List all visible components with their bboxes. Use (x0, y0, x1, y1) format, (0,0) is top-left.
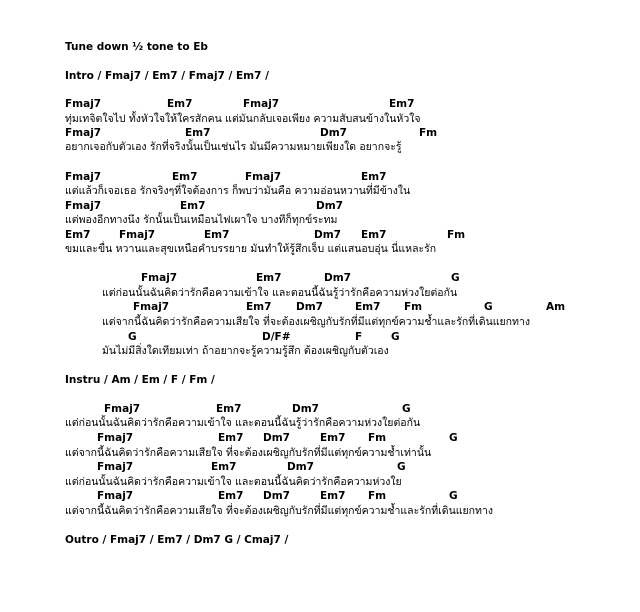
chord: Fm (447, 229, 466, 241)
chord: D/F# (262, 331, 291, 343)
chord: Em7 (389, 98, 415, 110)
chord: Fmaj7 (65, 127, 102, 139)
lyric-line: แต่จากนี้ฉันคิดว่ารักคือความเสียใจ ที่จะต้องเผชิญกับรักที่มีแต่ทุกข์ความช้ำและรักที่เดินแยกทาง (102, 316, 530, 328)
chord: G (451, 272, 460, 284)
chord: Fm (404, 301, 423, 313)
chord: Dm7 (287, 461, 314, 473)
chord: Fmaj7 (97, 461, 134, 473)
chord: Fmaj7 (141, 272, 178, 284)
lyric-line: ขมและขื่น หวานและสุขเหนือคำบรรยาย มันทำให้รู้สึกเจ็บ แต่แสนอบอุ่น นี่แหละรัก (65, 243, 437, 255)
lyric-line: แต่พองอีกทางนึง รักนั้นเป็นเหมือนไฟเผาใจ บางทีก็ทุกข์ระทม (65, 214, 338, 226)
lyric-line: อยากเจอกับตัวเอง รักที่จริงนั้นเป็นเช่นไร มันมีความหมายเพียงใด อยากจะรู้ (65, 141, 402, 153)
chord: Dm7 (314, 229, 341, 241)
instru-line: Instru / Am / Em / F / Fm / (65, 374, 215, 386)
chord: Fmaj7 (97, 490, 134, 502)
chord: Em7 (361, 171, 387, 183)
lyric-line: แต่จากนี้ฉันคิดว่ารักคือความเสียใจ ที่จะต้องเผชิญกับรักที่มีแต่ทุกข์ความช้ำเท่านั้น (65, 447, 432, 459)
chord: Fmaj7 (65, 200, 102, 212)
chord: Fm (419, 127, 438, 139)
intro-line: Intro / Fmaj7 / Em7 / Fmaj7 / Em7 / (65, 70, 269, 82)
outro-line: Outro / Fmaj7 / Em7 / Dm7 G / Cmaj7 / (65, 534, 289, 546)
chord: Dm7 (324, 272, 351, 284)
lyric-line: แต่ก่อนนั้นฉันคิดว่ารักคือความเข้าใจ และตอนนี้ฉันรู้ว่ารักคือความห่วงใยต่อกัน (102, 287, 458, 299)
chord: Dm7 (316, 200, 343, 212)
chord: Em7 (167, 98, 193, 110)
chord: Dm7 (263, 432, 290, 444)
chord: G (391, 331, 400, 343)
chord: Fmaj7 (243, 98, 280, 110)
chord: Em7 (218, 490, 244, 502)
chord: Em7 (65, 229, 91, 241)
chord: Dm7 (292, 403, 319, 415)
chord: Fm (368, 490, 387, 502)
chord: Em7 (185, 127, 211, 139)
lyric-line: แต่ก่อนนั้นฉันคิดว่ารักคือความเข้าใจ และตอนนี้ฉันรู้ว่ารักคือความห่วงใยต่อกัน (65, 417, 421, 429)
lyric-line: แต่ก่อนนั้นฉันคิดว่ารักคือความเข้าใจ และตอนนี้ฉันคิดว่ารักคือความห่วงใย (65, 476, 402, 488)
chord: Dm7 (296, 301, 323, 313)
chord: G (449, 432, 458, 444)
chord: Fmaj7 (133, 301, 170, 313)
chord: Em7 (246, 301, 272, 313)
chord: Em7 (204, 229, 230, 241)
chord: Fmaj7 (65, 98, 102, 110)
chord: F (355, 331, 363, 343)
chord: Fmaj7 (104, 403, 141, 415)
lyric-line: ทุ่มเทจิตใจไป ทั้งหัวใจให้ใครสักคน แต่มันกลับเจอเพียง ความสับสนข้างในหัวใจ (65, 113, 421, 125)
chord: Em7 (172, 171, 198, 183)
chord: G (128, 331, 137, 343)
chord: Em7 (211, 461, 237, 473)
chord: Em7 (180, 200, 206, 212)
chord: Em7 (320, 490, 346, 502)
chord: Am (546, 301, 566, 313)
chord: Em7 (218, 432, 244, 444)
chord: Dm7 (320, 127, 347, 139)
chord: Em7 (256, 272, 282, 284)
chord: G (484, 301, 493, 313)
chord: Em7 (355, 301, 381, 313)
chord: Fmaj7 (245, 171, 282, 183)
chord: G (397, 461, 406, 473)
tuning-note: Tune down ½ tone to Eb (65, 41, 208, 53)
chord: Fm (368, 432, 387, 444)
chord: G (402, 403, 411, 415)
lyric-line: มันไม่มีสิ่งใดเทียมเท่า ถ้าอยากจะรู้ความรู้สึก ต้องเผชิญกับตัวเอง (102, 345, 389, 357)
chord: G (449, 490, 458, 502)
lyric-line: แต่แล้วก็เจอเธอ รักจริงๆที่ใจต้องการ ก็พบว่ามันคือ ความอ่อนหวานที่มีข้างใน (65, 185, 411, 197)
chord: Fmaj7 (65, 171, 102, 183)
lyric-line: แต่จากนี้ฉันคิดว่ารักคือความเสียใจ ที่จะต้องเผชิญกับรักที่มีแต่ทุกข์ความช้ำและรักที่เดินแยกทาง (65, 505, 493, 517)
chord: Em7 (361, 229, 387, 241)
chord: Fmaj7 (119, 229, 156, 241)
chord: Dm7 (263, 490, 290, 502)
chord: Em7 (216, 403, 242, 415)
chord: Fmaj7 (97, 432, 134, 444)
chord: Em7 (320, 432, 346, 444)
